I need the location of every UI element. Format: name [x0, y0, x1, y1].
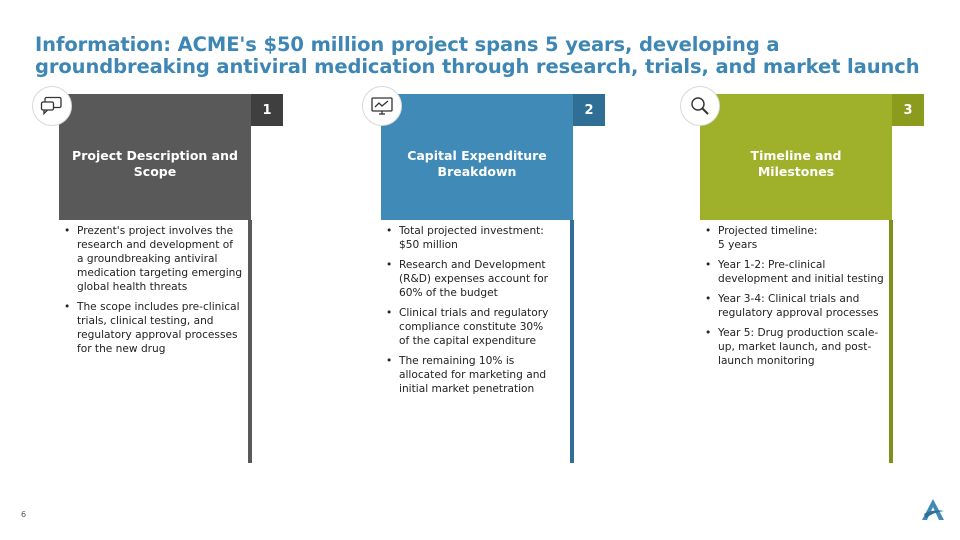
list-item: • Year 5: Drug production scale-up, market launch, and post-launch monitoring — [718, 326, 884, 368]
list-item: • The scope includes pre-clinical trials, clinical testing, and regulatory approval processes for the new drug — [77, 300, 243, 356]
card-3-header — [700, 94, 892, 220]
list-item: • Year 3-4: Clinical trials and regulatory approval processes — [718, 292, 884, 320]
card-1-heading: Project Description and Scope — [72, 148, 238, 179]
chat-bubbles-icon — [32, 86, 72, 126]
brand-logo — [920, 498, 946, 522]
card-3-number-tab — [892, 94, 924, 126]
card-3-number: 3 — [903, 102, 913, 118]
card-capital-expenditure — [381, 94, 605, 463]
card-1-body — [59, 220, 247, 463]
card-1-number: 1 — [262, 102, 272, 118]
monitor-chart-icon — [362, 86, 402, 126]
list-item: • Total projected investment: $50 million — [399, 224, 565, 252]
card-2-bullet-list — [381, 224, 565, 402]
card-2-number: 2 — [584, 102, 594, 118]
card-2-side-bar — [570, 220, 574, 463]
card-project-description — [59, 94, 283, 463]
list-item: • Prezent's project involves the research and development of a groundbreaking antiviral medication targeting emerging global health threats — [77, 224, 243, 294]
card-2-heading: Capital Expenditure Breakdown — [407, 148, 547, 179]
card-1-header — [59, 94, 251, 220]
magnifier-icon — [680, 86, 720, 126]
card-1-bullet-list — [59, 224, 243, 362]
list-item: • Year 1-2: Pre-clinical development and initial testing — [718, 258, 884, 286]
card-3-side-bar — [889, 220, 893, 463]
page-number: 6 — [21, 510, 27, 519]
list-item: • Projected timeline: 5 years — [718, 224, 884, 252]
card-1-number-tab — [251, 94, 283, 126]
card-timeline-milestones — [700, 94, 924, 463]
card-2-body — [381, 220, 569, 463]
card-3-bullet-list — [700, 224, 884, 374]
card-3-body — [700, 220, 888, 463]
card-3-heading: Timeline and Milestones — [750, 148, 842, 179]
card-2-header — [381, 94, 573, 220]
card-2-number-tab — [573, 94, 605, 126]
card-1-side-bar — [248, 220, 252, 463]
slide-title: Information: ACME's $50 million project spans 5 years, developing a groundbreaking antiviral medication through research, trials, and market launch — [35, 33, 920, 78]
list-item: • The remaining 10% is allocated for marketing and initial market penetration — [399, 354, 565, 396]
list-item: • Research and Development (R&D) expenses account for 60% of the budget — [399, 258, 565, 300]
list-item: • Clinical trials and regulatory compliance constitute 30% of the capital expenditure — [399, 306, 565, 348]
